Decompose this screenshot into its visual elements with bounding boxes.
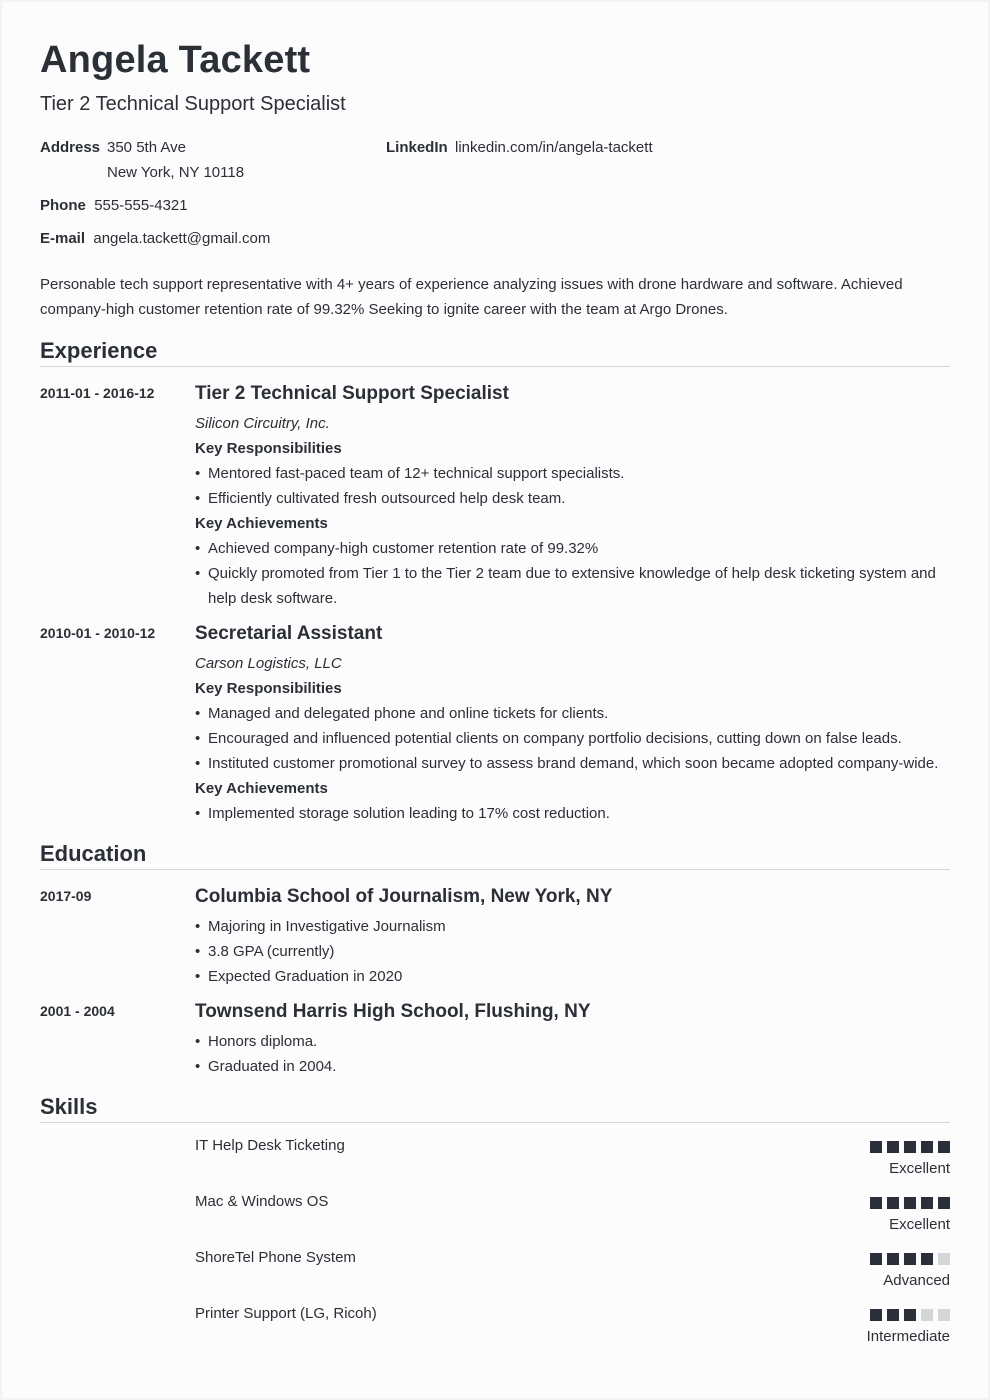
skill-4-name: Printer Support (LG, Ricoh): [195, 1305, 377, 1322]
rating-square-filled: [870, 1309, 882, 1321]
address-line2: New York, NY 10118: [107, 164, 245, 181]
job-2-company: Carson Logistics, LLC: [195, 655, 342, 672]
school-1: [195, 885, 950, 989]
list-item: • Quickly promoted from Tier 1 to the Tier 2 team due to extensive knowledge of help desk ticketing system and help desk software.: [195, 561, 950, 611]
linkedin-label: LinkedIn: [386, 139, 448, 156]
skill-3-level: Advanced: [883, 1272, 950, 1289]
rating-square-filled: [904, 1309, 916, 1321]
list-item: • Expected Graduation in 2020: [195, 964, 950, 989]
phone-label: Phone: [40, 197, 86, 214]
rating-square-empty: [938, 1253, 950, 1265]
job-1-ach-heading: Key Achievements: [195, 515, 328, 532]
rating-square-filled: [938, 1197, 950, 1209]
job-1-achievements: [195, 536, 950, 611]
phone-row: [40, 197, 188, 214]
list-item: • Honors diploma.: [195, 1029, 950, 1054]
job-2-achievements: [195, 801, 950, 826]
list-item: • Achieved company-high customer retention rate of 99.32%: [195, 536, 950, 561]
rating-square-filled: [870, 1141, 882, 1153]
skill-1-name: IT Help Desk Ticketing: [195, 1137, 345, 1154]
skill-1-rating: [870, 1141, 950, 1153]
summary-paragraph: Personable tech support representative with 4+ years of experience analyzing issues with drone hardware and software. Achieved company-high customer retention rate of 99.32% Seeking to ignite career with the team at Argo Drones.: [40, 276, 903, 318]
rating-square-filled: [904, 1141, 916, 1153]
skill-2-name: Mac & Windows OS: [195, 1193, 329, 1210]
rating-square-filled: [904, 1253, 916, 1265]
skills-divider: [40, 1122, 950, 1123]
rating-square-filled: [921, 1197, 933, 1209]
school-1-name: Columbia School of Journalism, New York, NY: [195, 886, 613, 907]
experience-heading: Experience: [40, 338, 158, 363]
rating-square-filled: [887, 1141, 899, 1153]
list-item: • Instituted customer promotional survey to assess brand demand, which soon became adopted company-wide.: [195, 751, 950, 776]
skill-1-level: Excellent: [889, 1160, 950, 1177]
school-1-details: [195, 914, 950, 989]
rating-square-filled: [921, 1253, 933, 1265]
rating-square-empty: [921, 1309, 933, 1321]
job-2: [195, 622, 950, 826]
list-item: • 3.8 GPA (currently): [195, 939, 950, 964]
rating-square-filled: [921, 1141, 933, 1153]
resume-page: [2, 2, 988, 1398]
experience-divider: [40, 366, 950, 367]
skills-heading: Skills: [40, 1094, 98, 1119]
email-link[interactable]: angela.tackett@gmail.com: [93, 230, 271, 247]
skill-2-level: Excellent: [889, 1216, 950, 1233]
education-heading: Education: [40, 841, 147, 866]
linkedin-link[interactable]: linkedin.com/in/angela-tackett: [455, 139, 653, 156]
phone-value: 555-555-4321: [94, 197, 188, 214]
rating-square-filled: [938, 1141, 950, 1153]
skill-4-level: Intermediate: [866, 1328, 950, 1345]
rating-square-filled: [887, 1197, 899, 1209]
list-item: • Mentored fast-paced team of 12+ technical support specialists.: [195, 461, 950, 486]
rating-square-filled: [887, 1253, 899, 1265]
list-item: • Majoring in Investigative Journalism: [195, 914, 950, 939]
job-1-resp-heading: Key Responsibilities: [195, 440, 342, 457]
job-2-responsibilities: [195, 701, 950, 776]
list-item: • Encouraged and influenced potential clients on company portfolio decisions, cutting down on false leads.: [195, 726, 950, 751]
job-1: [195, 382, 950, 611]
list-item: • Managed and delegated phone and online tickets for clients.: [195, 701, 950, 726]
rating-square-filled: [904, 1197, 916, 1209]
rating-square-filled: [870, 1253, 882, 1265]
job-2-title: Secretarial Assistant: [195, 623, 383, 644]
candidate-name: Angela Tackett: [40, 39, 311, 81]
school-1-dates: 2017-09: [40, 888, 92, 904]
school-2: [195, 1000, 950, 1079]
school-2-name: Townsend Harris High School, Flushing, NY: [195, 1001, 591, 1022]
candidate-title: Tier 2 Technical Support Specialist: [40, 93, 346, 115]
job-2-resp-heading: Key Responsibilities: [195, 680, 342, 697]
skill-3-name: ShoreTel Phone System: [195, 1249, 356, 1266]
school-2-details: [195, 1029, 950, 1079]
address-line1: 350 5th Ave: [107, 139, 186, 156]
skill-3-rating: [870, 1253, 950, 1265]
email-label: E-mail: [40, 230, 86, 247]
job-1-company: Silicon Circuitry, Inc.: [195, 415, 330, 432]
job-2-dates: 2010-01 - 2010-12: [40, 625, 156, 641]
skill-2-rating: [870, 1197, 950, 1209]
skill-4-rating: [870, 1309, 950, 1321]
email-row: [40, 230, 270, 247]
address-label: Address: [40, 139, 101, 156]
list-item: • Efficiently cultivated fresh outsourced help desk team.: [195, 486, 950, 511]
rating-square-filled: [887, 1309, 899, 1321]
education-divider: [40, 869, 950, 870]
job-1-title: Tier 2 Technical Support Specialist: [195, 383, 509, 404]
job-1-responsibilities: [195, 461, 950, 511]
job-1-dates: 2011-01 - 2016-12: [40, 385, 155, 401]
address-row: [40, 139, 100, 156]
list-item: • Graduated in 2004.: [195, 1054, 950, 1079]
rating-square-filled: [870, 1197, 882, 1209]
list-item: • Implemented storage solution leading to 17% cost reduction.: [195, 801, 950, 826]
school-2-dates: 2001 - 2004: [40, 1003, 115, 1019]
rating-square-empty: [938, 1309, 950, 1321]
job-2-ach-heading: Key Achievements: [195, 780, 328, 797]
